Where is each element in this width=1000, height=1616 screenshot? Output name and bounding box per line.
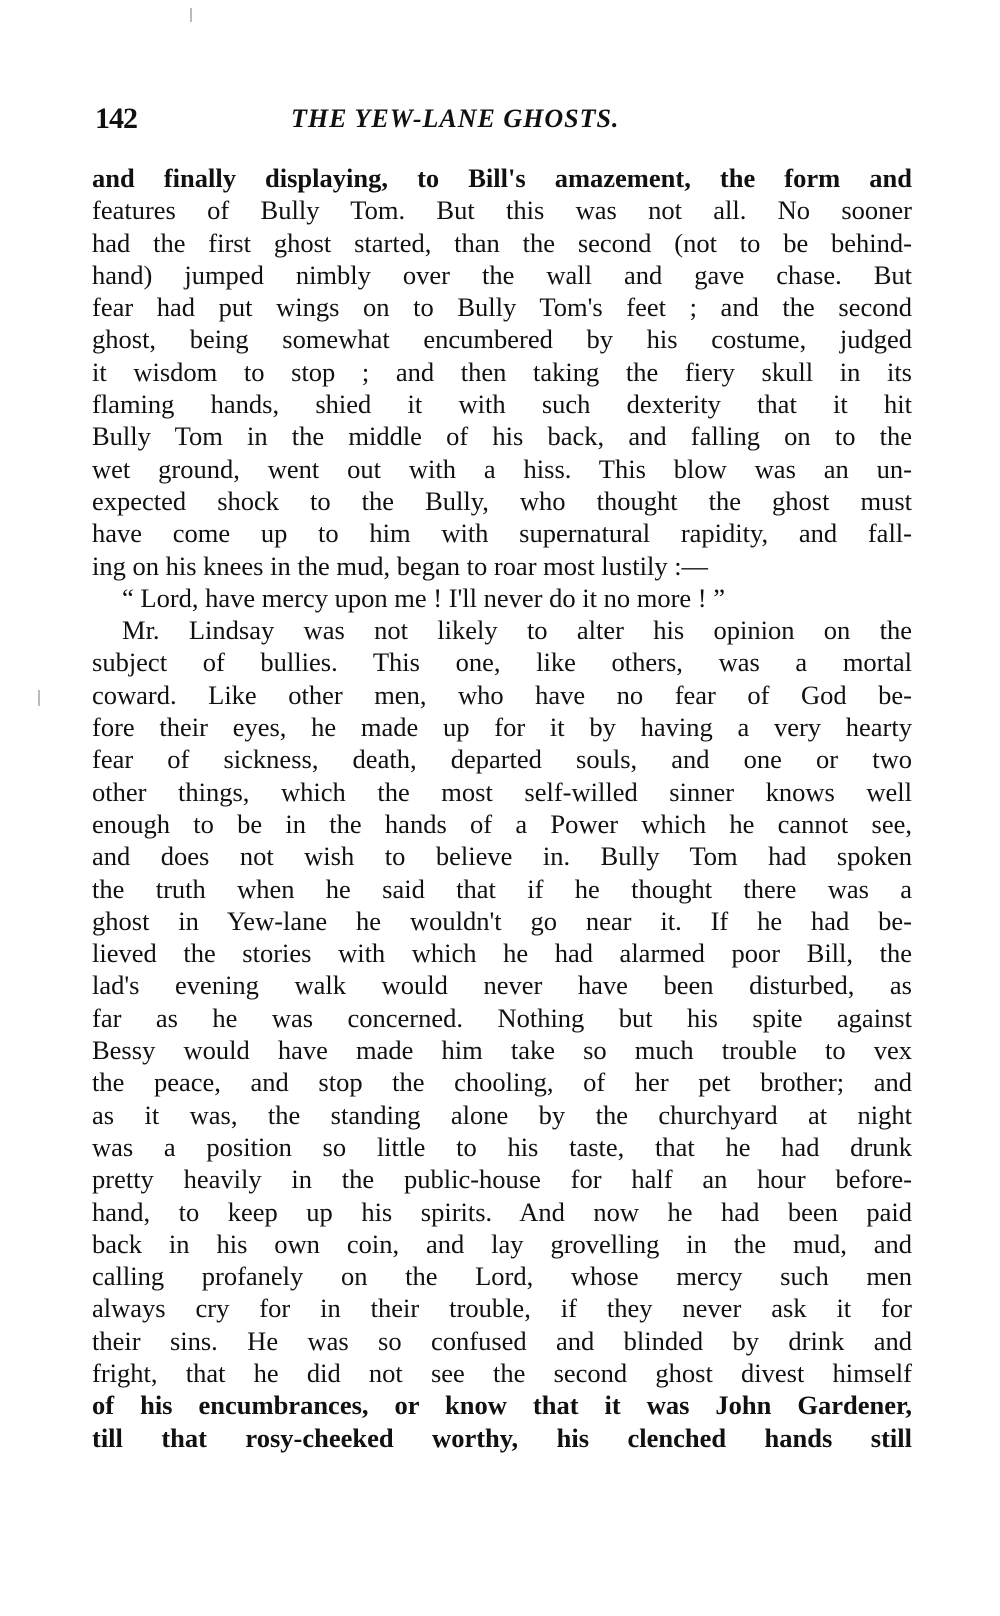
text-line: calling profanely on the Lord, whose mercy such men [92, 1261, 912, 1292]
text-line: hand) jumped nimbly over the wall and gave chase. But [92, 259, 912, 290]
quoted-line: “ Lord, have mercy upon me ! I'll never do it no more ! ” [122, 582, 726, 613]
running-head [95, 102, 925, 142]
text-line: pretty heavily in the public-house for half an hour before- [92, 1164, 912, 1195]
text-line: and finally displaying, to Bill's amazement, the form and [92, 163, 912, 193]
text-line: fear had put wings on to Bully Tom's feet ; and the second [92, 292, 912, 323]
text-line: fright, that he did not see the second ghost divest himself [92, 1357, 912, 1388]
running-title: THE YEW-LANE GHOSTS. [291, 104, 620, 133]
text-line: till that rosy-cheeked worthy, his clenched hands still [92, 1422, 912, 1453]
text-line: ghost in Yew-lane he wouldn't go near it. If he had be- [92, 905, 912, 936]
margin-tick-left [38, 690, 40, 706]
text-line: coward. Like other men, who have no fear of God be- [92, 679, 912, 710]
text-line: was a position so little to his taste, that he had drunk [92, 1131, 912, 1162]
text-line: flaming hands, shied it with such dexterity that it hit [92, 389, 912, 420]
text-line: fore their eyes, he made up for it by having a very hearty [92, 712, 912, 743]
text-line: fear of sickness, death, departed souls, and one or two [92, 744, 912, 775]
text-line: lieved the stories with which he had alarmed poor Bill, the [92, 938, 912, 969]
text-line: expected shock to the Bully, who thought the ghost must [92, 485, 912, 516]
text-line: their sins. He was so confused and blinded by drink and [92, 1325, 912, 1356]
text-line: Bessy would have made him take so much trouble to vex [92, 1035, 912, 1066]
text-line: other things, which the most self-willed sinner knows well [92, 776, 912, 807]
text-line: have come up to him with supernatural rapidity, and fall- [92, 518, 912, 549]
text-line: enough to be in the hands of a Power which he cannot see, [92, 808, 912, 839]
text-line: it wisdom to stop ; and then taking the fiery skull in its [92, 356, 912, 387]
text-line: the peace, and stop the chooling, of her pet brother; and [92, 1067, 912, 1098]
text-line: wet ground, went out with a hiss. This blow was an un- [92, 453, 912, 484]
paragraph-start-line: Mr. Lindsay was not likely to alter his opinion on the [122, 615, 912, 646]
text-line: of his encumbrances, or know that it was John Gardener, [92, 1390, 912, 1421]
text-line: as it was, the standing alone by the churchyard at night [92, 1099, 912, 1130]
text-line: lad's evening walk would never have been disturbed, as [92, 970, 912, 1001]
text-line: hand, to keep up his spirits. And now he had been paid [92, 1196, 912, 1227]
text-line: the truth when he said that if he thought there was a [92, 873, 912, 904]
text-line: ghost, being somewhat encumbered by his costume, judged [92, 324, 912, 355]
text-line: back in his own coin, and lay grovelling in the mud, and [92, 1228, 912, 1259]
text-line: Bully Tom in the middle of his back, and falling on to the [92, 421, 912, 452]
body-text [92, 162, 912, 1454]
margin-tick-top [190, 8, 192, 22]
text-line: always cry for in their trouble, if they never ask it for [92, 1293, 912, 1324]
text-line: had the first ghost started, than the second (not to be behind- [92, 227, 912, 258]
text-line: and does not wish to believe in. Bully Tom had spoken [92, 841, 912, 872]
text-line: subject of bullies. This one, like others, was a mortal [92, 647, 912, 678]
text-line: ing on his knees in the mud, began to roar most lustily :— [92, 550, 709, 581]
text-line: features of Bully Tom. But this was not all. No sooner [92, 195, 912, 226]
text-line: far as he was concerned. Nothing but his spite against [92, 1002, 912, 1033]
page-number: 142 [95, 102, 137, 135]
